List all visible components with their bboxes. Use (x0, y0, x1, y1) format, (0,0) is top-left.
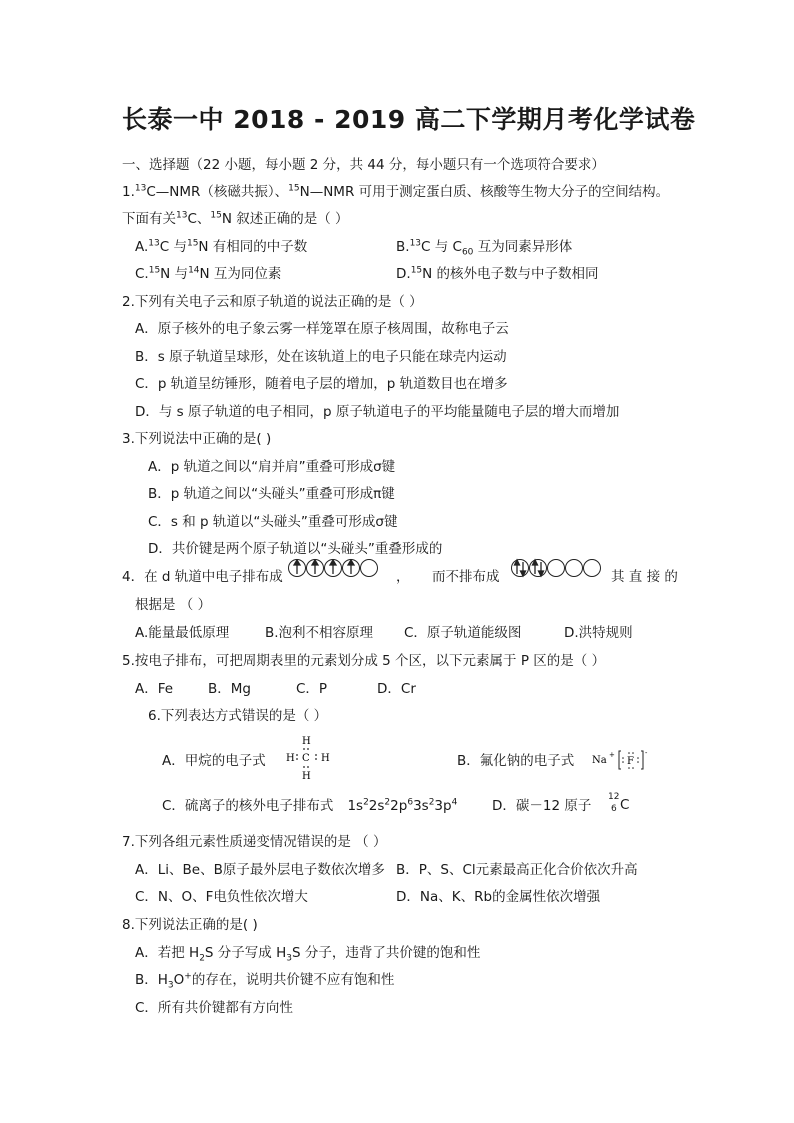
q1-option-c: C.$^{15}$N 与$^{14}$N 互为同位素 (135, 265, 282, 282)
q1-option-a: A.$^{13}$C 与$^{15}$N 有相同的中子数 (135, 238, 308, 255)
section-heading: 一、选择题（22 小题，每小题 2 分，共 44 分，每小题只有一个选项符合要求） (122, 157, 605, 173)
q5-option-d: D．Cr (377, 681, 416, 697)
q3-option-c: C．s 和 p 轨道以“头碰头”重叠可形成σ键 (148, 514, 398, 530)
ch4-h-top: H (302, 736, 311, 747)
q4-option-c: C．原子轨道能级图 (404, 625, 522, 641)
q5-option-a: A．Fe (135, 681, 174, 697)
naf-na: Na (592, 755, 607, 766)
q6-option-b: B．氟化钠的电子式 (457, 753, 575, 769)
q4-option-b: B.泡利不相容原理 (265, 625, 374, 641)
q5-option-c: C．P (296, 681, 328, 697)
q5-option-b: B．Mg (208, 681, 251, 697)
methane-electron-formula (286, 734, 336, 782)
q4-stem-b: 而不排布成 (432, 569, 500, 585)
q2-option-c: C．p 轨道呈纺锤形，随着电子层的增加，p 轨道数目也在增多 (135, 376, 508, 392)
naf-minus: - (645, 749, 648, 757)
q1-stem: 1.13C—NMR（核磁共振）、$^{15}$N—NMR 可用于测定蛋白质、核酸等生物大分子的空间结构。 (122, 183, 670, 200)
q7-option-a: A．Li、Be、B原子最外层电子数依次增多 (135, 862, 385, 878)
q8-stem: 8.下列说法正确的是( ) (122, 917, 258, 933)
nuclide-atomic-number: 6 (611, 804, 617, 814)
q3-option-b: B．p 轨道之间以“头碰头”重叠可形成π键 (148, 486, 395, 502)
q8-option-b: B．$H_3O^+$的存在，说明共价键不应有饱和性 (135, 971, 395, 991)
q3-stem: 3.下列说法中正确的是( ) (122, 431, 272, 447)
carbon12-nuclide (606, 792, 636, 820)
exam-title: 长泰一中 2018 - 2019 高二下学期月考化学试卷 (122, 105, 696, 134)
q6-stem: 6.下列表达方式错误的是（ ） (148, 708, 328, 724)
q6-option-c: C．硫离子的核外电子排布式 $1s^22s^22p^63s^23p^4$ (162, 797, 458, 814)
naf-electron-formula (592, 748, 652, 774)
orbital-diagram-hund (288, 557, 380, 579)
q7-option-d: D．Na、K、Rb的金属性依次增强 (396, 889, 601, 905)
q1-stem-line2: 下面有关$^{13}$C、$^{15}$N 叙述正确的是（ ） (122, 210, 349, 227)
ch4-h-left: H (286, 753, 295, 764)
q2-option-b: B．s 原子轨道呈球形，处在该轨道上的电子只能在球壳内运动 (135, 349, 507, 365)
q7-option-c: C．N、O、F电负性依次增大 (135, 889, 308, 905)
q6-option-d: D．碳－12 原子 (492, 798, 592, 814)
q1-option-d: D.$^{15}$N 的核外电子数与中子数相同 (396, 265, 599, 282)
ch4-c: C (302, 753, 310, 764)
naf-plus: + (609, 751, 615, 759)
q2-option-d: D．与 s 原子轨道的电子相同，p 原子轨道电子的平均能量随电子层的增大而增加 (135, 404, 620, 420)
q3-option-a: A．p 轨道之间以“肩并肩”重叠可形成σ键 (148, 459, 396, 475)
q6-option-a: A．甲烷的电子式 (162, 753, 266, 769)
ch4-h-right: H (321, 753, 330, 764)
q4-option-d: D.洪特规则 (564, 625, 633, 641)
q8-option-c: C．所有共价键都有方向性 (135, 1000, 293, 1016)
q4-comma: ， (396, 569, 410, 585)
q3-option-d: D．共价键是两个原子轨道以“头碰头”重叠形成的 (148, 541, 443, 557)
nuclide-symbol: C (620, 797, 630, 813)
q4-stem-line2: 根据是 （ ） (135, 597, 212, 613)
q7-stem: 7.下列各组元素性质递变情况错误的是 （ ） (122, 834, 387, 850)
q1-option-b: B.$^{13}$C 与 $C_{60}$ 互为同素异形体 (396, 238, 573, 258)
q2-option-a: A．原子核外的电子象云雾一样笼罩在原子核周围，故称电子云 (135, 321, 509, 337)
ch4-h-bottom: H (302, 771, 311, 782)
q5-stem: 5.按电子排布，可把周期表里的元素划分成 5 个区，以下元素属于 P 区的是（ ） (122, 653, 606, 669)
q8-option-a: A．若把 $H_2S$ 分子写成 $H_3S$ 分子，违背了共价键的饱和性 (135, 945, 481, 964)
q2-stem: 2.下列有关电子云和原子轨道的说法正确的是（ ） (122, 294, 423, 310)
q4-stem-c: 其 直 接 的 (611, 569, 678, 585)
naf-f: F (627, 756, 634, 767)
orbital-diagram-paired (511, 557, 603, 579)
q4-stem: 4．在 d 轨道中电子排布成 (122, 569, 283, 585)
q7-option-b: B．P、S、Cl元素最高正化合价依次升高 (396, 862, 638, 878)
nuclide-mass-number: 12 (608, 792, 620, 802)
q4-option-a: A.能量最低原理 (135, 625, 230, 641)
